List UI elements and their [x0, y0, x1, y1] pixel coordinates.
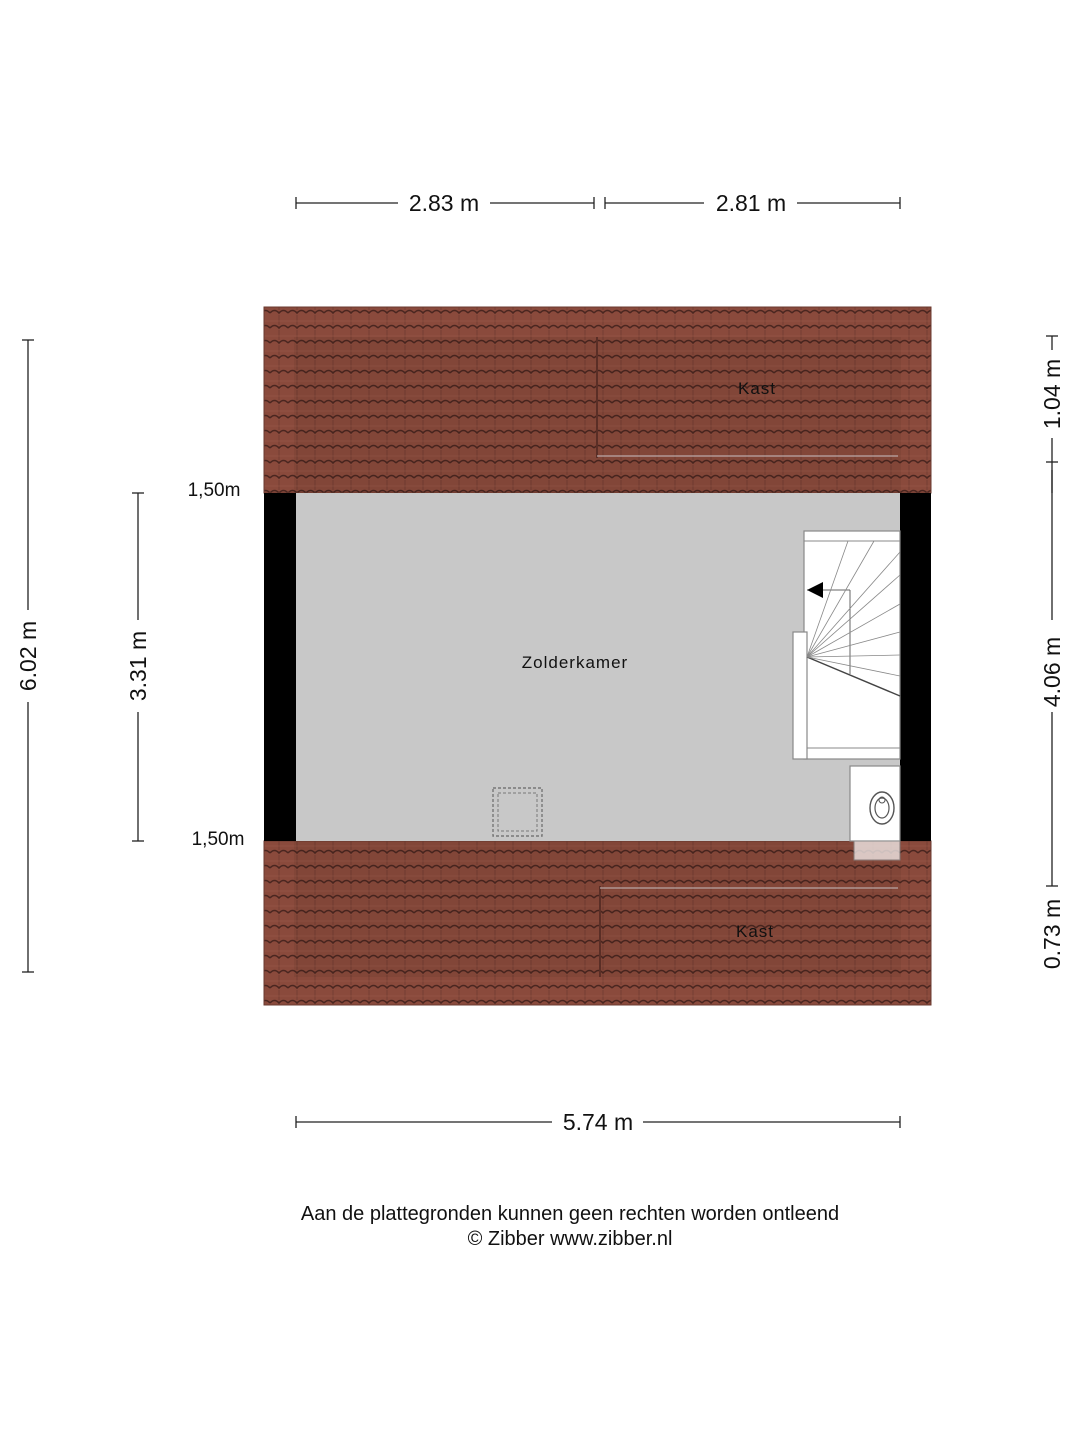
footer — [0, 1202, 1080, 1252]
room-label-kast-bottom: Kast — [735, 922, 775, 941]
footer-disclaimer: Aan de plattegronden kunnen geen rechten worden ontleend — [300, 1203, 840, 1225]
toilet — [850, 766, 900, 860]
dimension-left-inner — [125, 493, 151, 841]
height-mark-bottom: 1,50m — [191, 829, 245, 850]
room-label-zolderkamer: Zolderkamer — [521, 653, 629, 672]
dimension-right — [1039, 336, 1065, 969]
dimension-bottom — [296, 1109, 900, 1135]
dimension-label-right-bottom: 0.73 m — [1039, 898, 1065, 970]
dimension-label-left-inner: 3.31 m — [125, 630, 151, 702]
dimension-label-bottom: 5.74 m — [562, 1109, 634, 1135]
roof-top — [264, 307, 931, 493]
dimension-label-top-right: 2.81 m — [715, 190, 787, 216]
footer-copyright: © Zibber www.zibber.nl — [467, 1228, 673, 1250]
wall-left — [264, 493, 296, 841]
height-mark-top: 1,50m — [187, 480, 241, 501]
dimension-label-left-total: 6.02 m — [15, 620, 41, 692]
dimension-top — [296, 190, 900, 216]
staircase — [793, 531, 900, 759]
dimension-label-right-top: 1.04 m — [1039, 358, 1065, 430]
dimension-label-right-middle: 4.06 m — [1039, 636, 1065, 708]
dimension-label-top-left: 2.83 m — [408, 190, 480, 216]
dimension-left-total — [15, 340, 41, 972]
roof-bottom — [264, 841, 931, 1005]
wall-right — [900, 493, 931, 841]
room-label-kast-top: Kast — [737, 379, 777, 398]
